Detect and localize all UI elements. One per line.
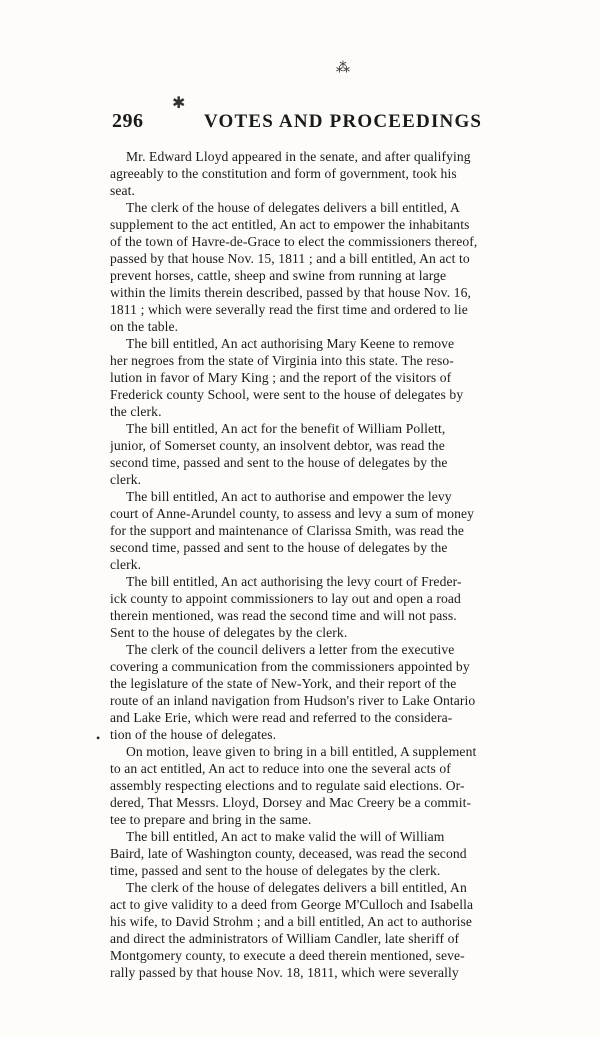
text-line: The bill entitled, An act for the benefit of William Pollett, [126,421,446,436]
text-line: therein mentioned, was read the second time and will not pass. [110,608,457,623]
paragraph [110,420,598,488]
text-line: and Lake Erie, which were read and referred to the considera- [110,710,453,725]
text-line: tee to prepare and bring in the same. [110,812,312,827]
paragraph [110,335,598,420]
text-line: for the support and maintenance of Clarissa Smith, was read the [110,523,464,538]
page-header [112,110,512,136]
paragraph [110,641,598,743]
text-line: his wife, to David Strohm ; and a bill entitled, An act to authorise [110,914,473,929]
text-line: within the limits therein described, passed by that house Nov. 16, [110,285,471,300]
text-line: The clerk of the house of delegates delivers a bill entitled, An [126,880,467,895]
margin-bullet-mark: • [96,731,101,745]
text-line: time, passed and sent to the house of delegates by the clerk. [110,863,441,878]
text-line: The bill entitled, An act authorising the levy court of Freder- [126,574,462,589]
text-line: lution in favor of Mary King ; and the report of the visitors of [110,370,452,385]
text-line: dered, That Messrs. Lloyd, Dorsey and Mac Creery be a commit- [110,795,472,810]
text-line: 1811 ; which were severally read the first time and ordered to lie [110,302,468,317]
text-line: the legislature of the state of New-York, and their report of the [110,676,457,691]
text-line: Baird, late of Washington county, deceased, was read the second [110,846,467,861]
text-line: on the table. [110,319,179,334]
text-line: seat. [110,183,136,198]
text-line: rally passed by that house Nov. 18, 1811, which were severally [110,965,459,980]
paragraph [110,879,598,981]
text-line: covering a communication from the commissioners appointed by [110,659,470,674]
text-line: Frederick county School, were sent to the house of delegates by [110,387,464,402]
text-line: second time, passed and sent to the house of delegates by the [110,455,448,470]
text-line: Sent to the house of delegates by the clerk. [110,625,348,640]
text-line: prevent horses, cattle, sheep and swine from running at large [110,268,447,283]
paragraph [110,148,598,199]
text-line: and direct the administrators of William Candler, late sheriff of [110,931,460,946]
text-line: Montgomery county, to execute a deed therein mentioned, seve- [110,948,465,963]
text-line: her negroes from the state of Virginia into this state. The reso- [110,353,454,368]
paragraph [110,743,598,828]
text-line: The clerk of the house of delegates delivers a bill entitled, A [126,200,460,215]
text-line: The bill entitled, An act authorising Mary Keene to remove [126,336,455,351]
page-number: 296 [112,110,144,132]
text-line: junior, of Somerset county, an insolvent debtor, was read the [110,438,445,453]
text-line: clerk. [110,472,142,487]
text-line: second time, passed and sent to the house of delegates by the [110,540,448,555]
text-line: Mr. Edward Lloyd appeared in the senate, and after qualifying [126,149,471,164]
text-line: act to give validity to a deed from George M'Culloch and Isabella [110,897,474,912]
text-line: route of an inland navigation from Hudson's river to Lake Ontario [110,693,476,708]
text-line: of the town of Havre-de-Grace to elect the commissioners thereof, [110,234,478,249]
paragraph [110,828,598,879]
text-line: assembly respecting elections and to regulate said elections. Or- [110,778,465,793]
text-line: court of Anne-Arundel county, to assess and levy a sum of money [110,506,475,521]
text-line: tion of the house of delegates. [110,727,277,742]
paragraph [110,199,598,335]
running-head-title: VOTES AND PROCEEDINGS [204,111,483,132]
text-line: On motion, leave given to bring in a bill entitled, A supplement [126,744,477,759]
text-line: The clerk of the council delivers a letter from the executive [126,642,455,657]
text-line: The bill entitled, An act to make valid the will of William [126,829,445,844]
paragraph [110,488,598,573]
text-line: to an act entitled, An act to reduce into one the several acts of [110,761,451,776]
text-line: The bill entitled, An act to authorise and empower the levy [126,489,452,504]
body-text [110,148,598,981]
text-line: ick county to appoint commissioners to lay out and open a road [110,591,461,606]
ink-blot-mark: ✱ [172,95,186,112]
text-line: passed by that house Nov. 15, 1811 ; and a bill entitled, An act to [110,251,470,266]
text-line: supplement to the act entitled, An act to empower the inhabitants [110,217,470,232]
ink-speck-mark: ⁂ [336,61,350,76]
text-line: agreeably to the constitution and form of government, took his [110,166,457,181]
text-line: the clerk. [110,404,162,419]
text-line: clerk. [110,557,142,572]
paragraph [110,573,598,641]
